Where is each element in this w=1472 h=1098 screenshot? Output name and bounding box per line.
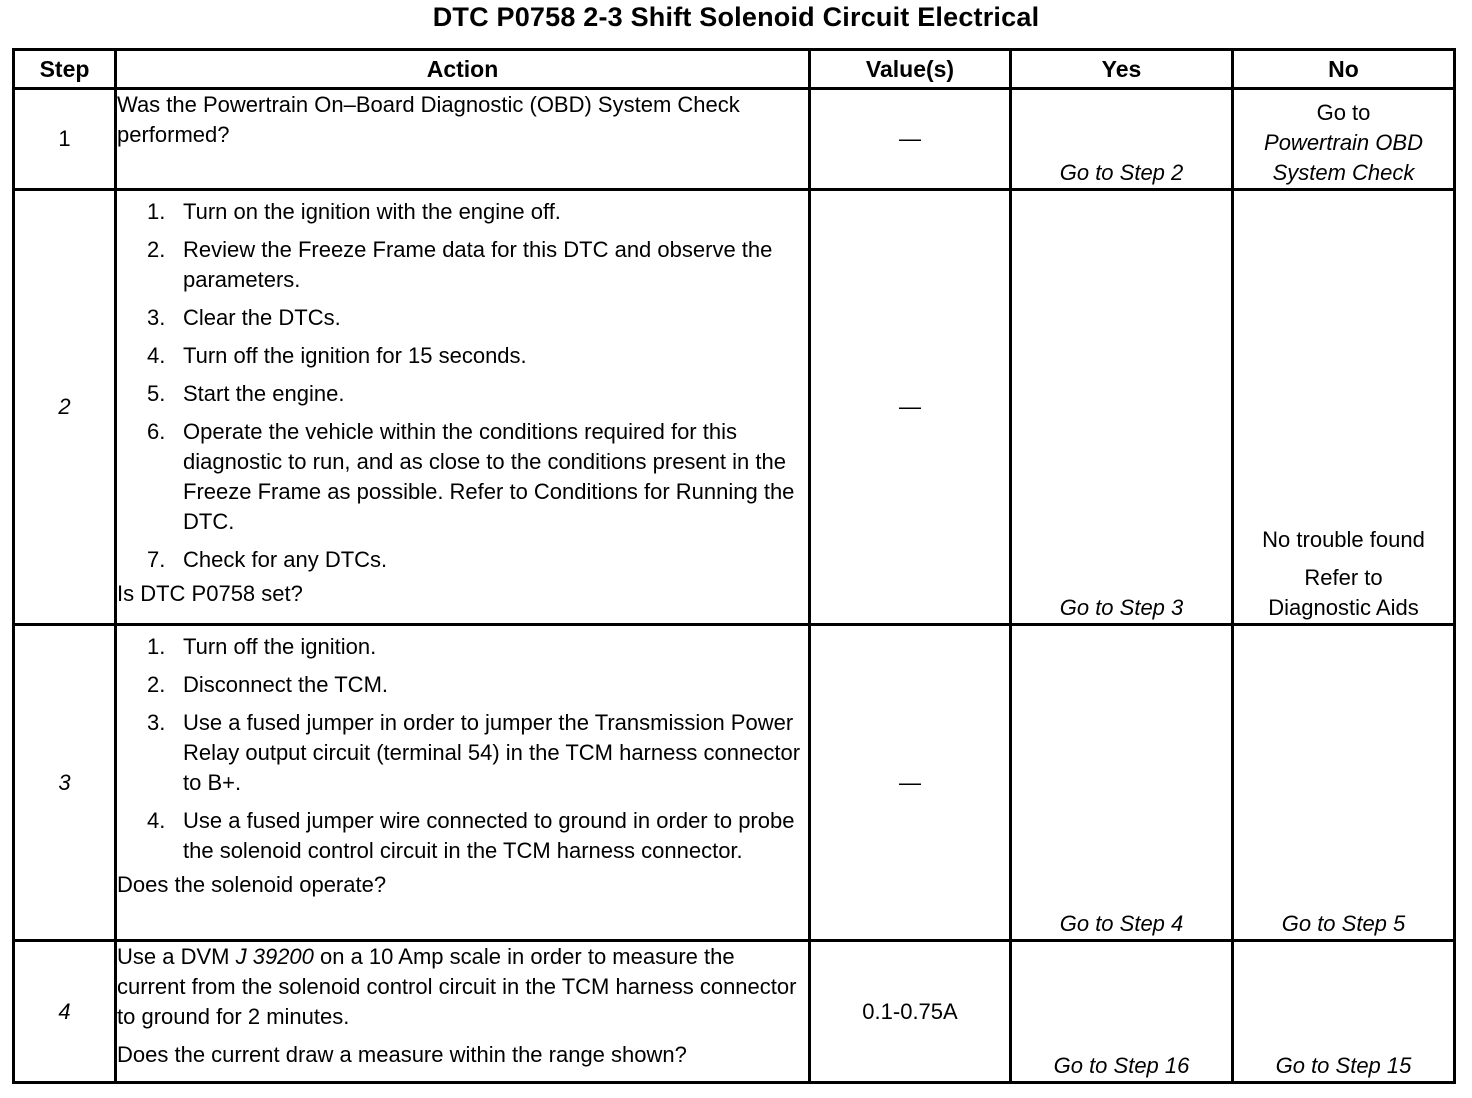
- no-line: System Check: [1272, 160, 1415, 185]
- action-step: [117, 670, 808, 700]
- action-step: [117, 379, 808, 409]
- value-cell: —: [810, 190, 1011, 625]
- tool-reference: J 39200: [235, 944, 314, 969]
- action-steps-list: [117, 632, 808, 866]
- action-cell: [116, 89, 810, 190]
- action-step-text: Turn off the ignition for 15 seconds.: [183, 343, 527, 368]
- action-cell: [116, 941, 810, 1083]
- action-question: Does the current draw a measure within the range shown?: [117, 1042, 687, 1067]
- action-step-text: Operate the vehicle within the conditions required for this diagnostic to run, and as close to the conditions present in the Freeze Frame as possible. Refer to Conditions for Running the DTC.: [183, 419, 795, 534]
- step-number: 3: [14, 625, 116, 941]
- action-step: [117, 235, 808, 295]
- table-row: [14, 625, 1455, 941]
- action-step-text: Use a fused jumper wire connected to ground in order to probe the solenoid control circuit in the TCM harness connector.: [183, 808, 795, 863]
- value-cell: —: [810, 625, 1011, 941]
- action-text-part: Use a DVM: [117, 944, 236, 969]
- action-step: [117, 632, 808, 662]
- action-step: [117, 417, 808, 537]
- action-step-number: 5.: [147, 381, 166, 406]
- step-number: 1: [14, 89, 116, 190]
- diagnostic-table: [12, 48, 1456, 1084]
- action-step: [117, 708, 808, 798]
- action-text-part: on a 10 Amp scale in order to measure the current from the solenoid control circuit in the TCM harness connector to ground for 2 minutes.: [117, 944, 797, 1029]
- step-number: 4: [14, 941, 116, 1083]
- header-no: No: [1233, 50, 1455, 89]
- no-line: Powertrain OBD: [1264, 130, 1423, 155]
- action-step: [117, 341, 808, 371]
- step-number: 2: [14, 190, 116, 625]
- action-step-number: 2.: [147, 672, 166, 697]
- no-cell: [1233, 89, 1455, 190]
- action-step-text: Use a fused jumper in order to jumper the Transmission Power Relay output circuit (terminal 54) in the TCM harness connector to B+.: [183, 710, 801, 795]
- action-step: [117, 197, 808, 227]
- action-cell: [116, 190, 810, 625]
- action-step-number: 6.: [147, 419, 166, 444]
- action-step-number: 4.: [147, 343, 166, 368]
- no-cell: [1233, 190, 1455, 625]
- action-step-text: Turn on the ignition with the engine off.: [183, 199, 561, 224]
- action-text: Was the Powertrain On–Board Diagnostic (OBD) System Check performed?: [117, 92, 740, 147]
- yes-cell: Go to Step 2: [1011, 89, 1233, 190]
- action-question: Is DTC P0758 set?: [117, 581, 303, 606]
- action-step-number: 1.: [147, 634, 166, 659]
- document-title: DTC P0758 2-3 Shift Solenoid Circuit Electrical: [432, 2, 1040, 32]
- action-step-text: Start the engine.: [183, 381, 345, 406]
- no-line: Refer to: [1304, 565, 1383, 590]
- no-line: No trouble found: [1262, 527, 1425, 552]
- action-steps-list: [117, 197, 808, 575]
- action-step-text: Check for any DTCs.: [183, 547, 388, 572]
- no-cell: Go to Step 15: [1233, 941, 1455, 1083]
- table-header-row: [14, 50, 1455, 89]
- header-yes: Yes: [1011, 50, 1233, 89]
- yes-cell: Go to Step 4: [1011, 625, 1233, 941]
- action-step-text: Clear the DTCs.: [183, 305, 341, 330]
- action-step-number: 3.: [147, 305, 166, 330]
- value-cell: 0.1-0.75A: [810, 941, 1011, 1083]
- no-cell: Go to Step 5: [1233, 625, 1455, 941]
- action-step-text: Turn off the ignition.: [183, 634, 377, 659]
- table-row: [14, 190, 1455, 625]
- action-text: [117, 942, 808, 1032]
- action-step-number: 4.: [147, 808, 166, 833]
- header-values: Value(s): [810, 50, 1011, 89]
- yes-cell: Go to Step 3: [1011, 190, 1233, 625]
- table-row: [14, 941, 1455, 1083]
- action-question: Does the solenoid operate?: [117, 872, 387, 897]
- action-step: [117, 303, 808, 333]
- action-step-text: Review the Freeze Frame data for this DTC and observe the parameters.: [183, 237, 773, 292]
- value-cell: —: [810, 89, 1011, 190]
- action-step-text: Disconnect the TCM.: [183, 672, 389, 697]
- action-step-number: 1.: [147, 199, 166, 224]
- no-line: Go to: [1316, 100, 1371, 125]
- action-step-number: 2.: [147, 237, 166, 262]
- yes-cell: Go to Step 16: [1011, 941, 1233, 1083]
- table-row: [14, 89, 1455, 190]
- action-step: [117, 545, 808, 575]
- header-action: Action: [116, 50, 810, 89]
- action-step-number: 7.: [147, 547, 166, 572]
- no-line: Diagnostic Aids: [1268, 595, 1419, 620]
- action-step: [117, 806, 808, 866]
- action-step-number: 3.: [147, 710, 166, 735]
- header-step: Step: [14, 50, 116, 89]
- action-cell: [116, 625, 810, 941]
